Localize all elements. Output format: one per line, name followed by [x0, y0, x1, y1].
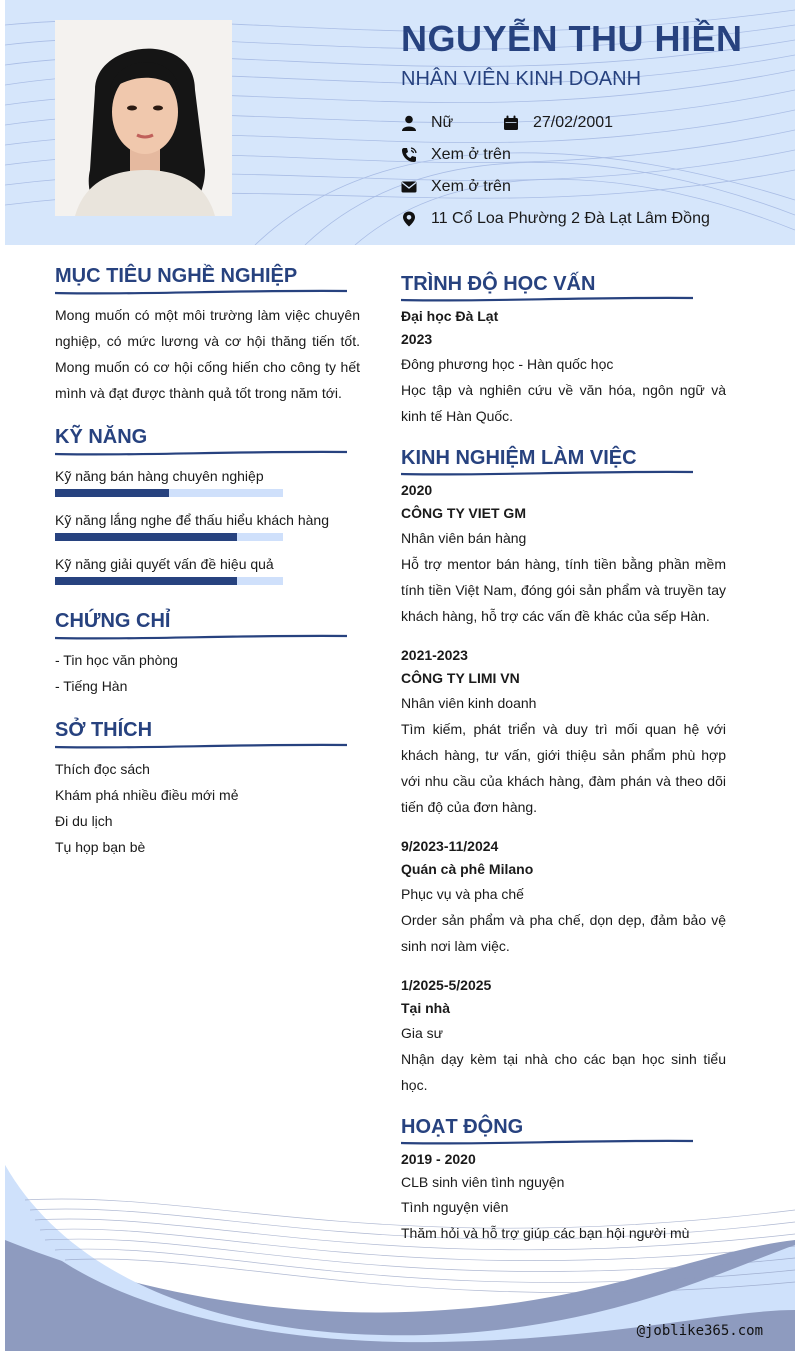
hobby-item: Khám phá nhiều điều mới mẻ: [55, 787, 239, 803]
hobby-item: Tụ họp bạn bè: [55, 839, 146, 855]
email-value: Xem ở trên: [431, 178, 511, 195]
gender-row: [401, 112, 453, 134]
experience-period: 9/2023-11/2024: [401, 838, 499, 854]
hobbies-heading: SỞ THÍCH: [55, 719, 153, 741]
watermark: @joblike365.com: [636, 1323, 763, 1339]
skill-bar-fill: [55, 533, 237, 541]
cv-page: [5, 0, 795, 1351]
phone-icon: [401, 147, 417, 163]
experience-period: 1/2025-5/2025: [401, 977, 492, 993]
skill-bar: [55, 577, 283, 585]
activity-org: CLB sinh viên tình nguyện: [401, 1174, 565, 1190]
certificate-item: - Tiếng Hàn: [55, 678, 128, 694]
activity-desc: Thăm hỏi và hỗ trợ giúp các bạn hội người mù: [401, 1225, 690, 1241]
skills-heading: KỸ NĂNG: [55, 426, 148, 448]
experience-role: Nhân viên kinh doanh: [401, 695, 537, 711]
experience-role: Nhân viên bán hàng: [401, 530, 527, 546]
gender-value: Nữ: [431, 114, 454, 131]
experience-role: Gia sư: [401, 1025, 444, 1041]
experience-period: 2021-2023: [401, 647, 468, 663]
skill-label: Kỹ năng bán hàng chuyên nghiệp: [55, 468, 264, 484]
activity-role: Tình nguyện viên: [401, 1199, 509, 1215]
map-pin-icon: [401, 211, 417, 227]
footer-wave-art: [5, 1150, 795, 1351]
certificate-item: - Tin học văn phòng: [55, 652, 178, 668]
objective-text: Mong muốn có một môi trường làm việc chuyên nghiệp, có mức lương và cơ hội thăng tiến tốt. Mong muốn có cơ hội cống hiến cho công ty hết mình và đạt được thành quả tốt trong năm tới.: [55, 307, 360, 401]
phone-value: Xem ở trên: [431, 146, 511, 163]
experience-company: Quán cà phê Milano: [401, 861, 534, 877]
education-desc: Học tập và nghiên cứu về văn hóa, ngôn ngữ và kinh tế Hàn Quốc.: [401, 382, 726, 424]
skill-bar-fill: [55, 489, 169, 497]
skill-label: Kỹ năng lắng nghe để thấu hiểu khách hàng: [55, 512, 330, 528]
objective-heading: MỤC TIÊU NGHỀ NGHIỆP: [55, 265, 298, 287]
dob-row: [503, 112, 613, 134]
calendar-icon: [503, 115, 519, 131]
job-title: NHÂN VIÊN KINH DOANH: [401, 68, 642, 90]
header-band: [5, 0, 795, 245]
education-school: Đại học Đà Lạt: [401, 308, 499, 324]
address-value: 11 Cổ Loa Phường 2 Đà Lạt Lâm Đồng: [431, 210, 710, 227]
dob-value: 27/02/2001: [533, 114, 614, 131]
heading-underline: [55, 741, 350, 751]
heading-underline: [401, 1137, 696, 1147]
user-icon: [401, 115, 417, 131]
profile-photo: [55, 20, 232, 216]
heading-underline: [55, 448, 350, 458]
experience-desc: Hỗ trợ mentor bán hàng, tính tiền bằng phần mềm tính tiền Việt Nam, đóng gói sản phẩm và truyền tay khách hàng, hỗ trợ các vấn đề khác của sếp Hàn.: [401, 556, 726, 624]
skill-bar: [55, 489, 283, 497]
education-heading: TRÌNH ĐỘ HỌC VẤN: [401, 273, 596, 295]
education-year: 2023: [401, 331, 433, 347]
address-row: [401, 208, 710, 230]
experience-role: Phục vụ và pha chế: [401, 886, 524, 902]
hobby-item: Đi du lịch: [55, 813, 113, 829]
experience-company: CÔNG TY LIMI VN: [401, 670, 520, 686]
phone-row: [401, 144, 511, 166]
experience-period: 2020: [401, 482, 433, 498]
education-major: Đông phương học - Hàn quốc học: [401, 356, 614, 372]
heading-underline: [55, 632, 350, 642]
hobby-item: Thích đọc sách: [55, 761, 150, 777]
candidate-name: NGUYỄN THU HIỀN: [401, 18, 743, 59]
envelope-icon: [401, 179, 417, 195]
experience-desc: Nhận dạy kèm tại nhà cho các bạn học sinh tiểu học.: [401, 1051, 726, 1093]
skill-bar: [55, 533, 283, 541]
email-row: [401, 176, 511, 198]
experience-company: CÔNG TY VIET GM: [401, 505, 526, 521]
heading-underline: [401, 294, 696, 304]
heading-underline: [401, 468, 696, 478]
skill-bar-fill: [55, 577, 237, 585]
experience-desc: Order sản phẩm và pha chế, dọn dẹp, đảm bảo vệ sinh nơi làm việc.: [401, 912, 726, 954]
activity-period: 2019 - 2020: [401, 1151, 476, 1167]
activities-heading: HOẠT ĐỘNG: [401, 1116, 524, 1138]
certificates-heading: CHỨNG CHỈ: [55, 610, 171, 632]
experience-company: Tại nhà: [401, 1000, 451, 1016]
heading-underline: [55, 287, 350, 297]
experience-heading: KINH NGHIỆM LÀM VIỆC: [401, 447, 637, 469]
experience-desc: Tìm kiếm, phát triển và duy trì mối quan hệ với khách hàng, tư vấn, giới thiệu sản phẩm phù hợp với nhu cầu của khách hàng, đàm phán và theo dõi tiến độ của đơn hàng.: [401, 721, 726, 815]
skill-label: Kỹ năng giải quyết vấn đề hiệu quả: [55, 556, 274, 572]
